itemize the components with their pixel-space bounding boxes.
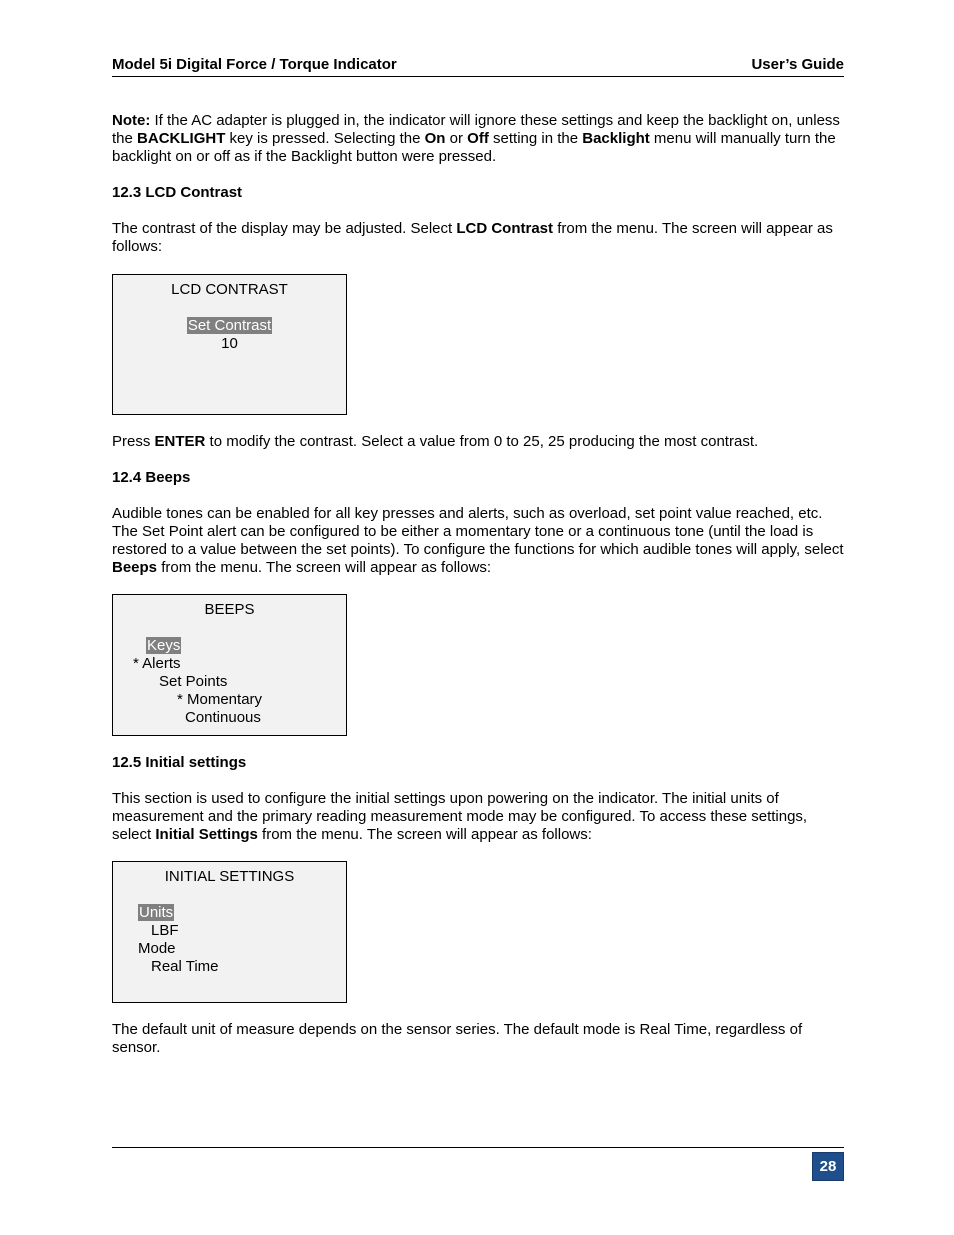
- set-points-item: Set Points: [159, 673, 228, 690]
- keys-item: Keys: [147, 637, 181, 654]
- contrast-value: 10: [221, 335, 238, 352]
- page-number: 28: [812, 1152, 844, 1181]
- lcd-contrast-screen: [112, 274, 347, 415]
- mode-value: Real Time: [151, 958, 219, 975]
- lcd-contrast-intro: The contrast of the display may be adjusted. Select LCD Contrast from the menu. The screen will appear as follows:: [112, 220, 833, 255]
- backlight-note: Note: If the AC adapter is plugged in, the indicator will ignore these settings and keep the backlight on, unless the BACKLIGHT key is pressed. Selecting the On or Off setting in the Backlight menu will manually turn the backlight on or off as if the Backlight button were pressed.: [112, 112, 840, 165]
- section-heading-lcd-contrast: 12.3 LCD Contrast: [112, 184, 243, 201]
- beeps-screen: [112, 594, 347, 736]
- beeps-intro: Audible tones can be enabled for all key presses and alerts, such as overload, set point value reached, etc. The Set Point alert can be configured to be either a momentary tone or a continuous tone (until the load is restored to a value between the set points). To configure the functions for which audible tones will apply, select Beeps from the menu. The screen will appear as follows:: [112, 505, 844, 576]
- units-value: LBF: [151, 922, 179, 939]
- momentary-item: * Momentary: [177, 691, 263, 708]
- lcd-contrast-instructions: Press ENTER to modify the contrast. Select a value from 0 to 25, 25 producing the most contrast.: [112, 433, 759, 450]
- footer-divider: [112, 1147, 844, 1148]
- section-heading-initial-settings: 12.5 Initial settings: [112, 754, 247, 771]
- initial-settings-screen: [112, 861, 347, 1003]
- mode-item: Mode: [138, 940, 176, 957]
- screen-title: LCD CONTRAST: [171, 281, 288, 298]
- continuous-item: Continuous: [185, 709, 261, 726]
- initial-settings-intro: This section is used to configure the initial settings upon powering on the indicator. The initial units of measurement and the primary reading measurement mode may be configured. To access these settings, select Initial Settings from the menu. The screen will appear as follows:: [112, 790, 808, 843]
- set-contrast-item: Set Contrast: [187, 317, 272, 334]
- screen-title: BEEPS: [204, 601, 255, 618]
- screen-title: INITIAL SETTINGS: [164, 868, 295, 885]
- guide-label: User’s Guide: [751, 56, 844, 73]
- units-item: Units: [139, 904, 174, 921]
- document-title: Model 5i Digital Force / Torque Indicator: [112, 56, 397, 73]
- section-heading-beeps: 12.4 Beeps: [112, 469, 191, 486]
- alerts-item: * Alerts: [133, 655, 181, 672]
- page-header: [112, 56, 844, 77]
- default-settings-text: The default unit of measure depends on the sensor series. The default mode is Real Time, regardless of sensor.: [112, 1021, 803, 1056]
